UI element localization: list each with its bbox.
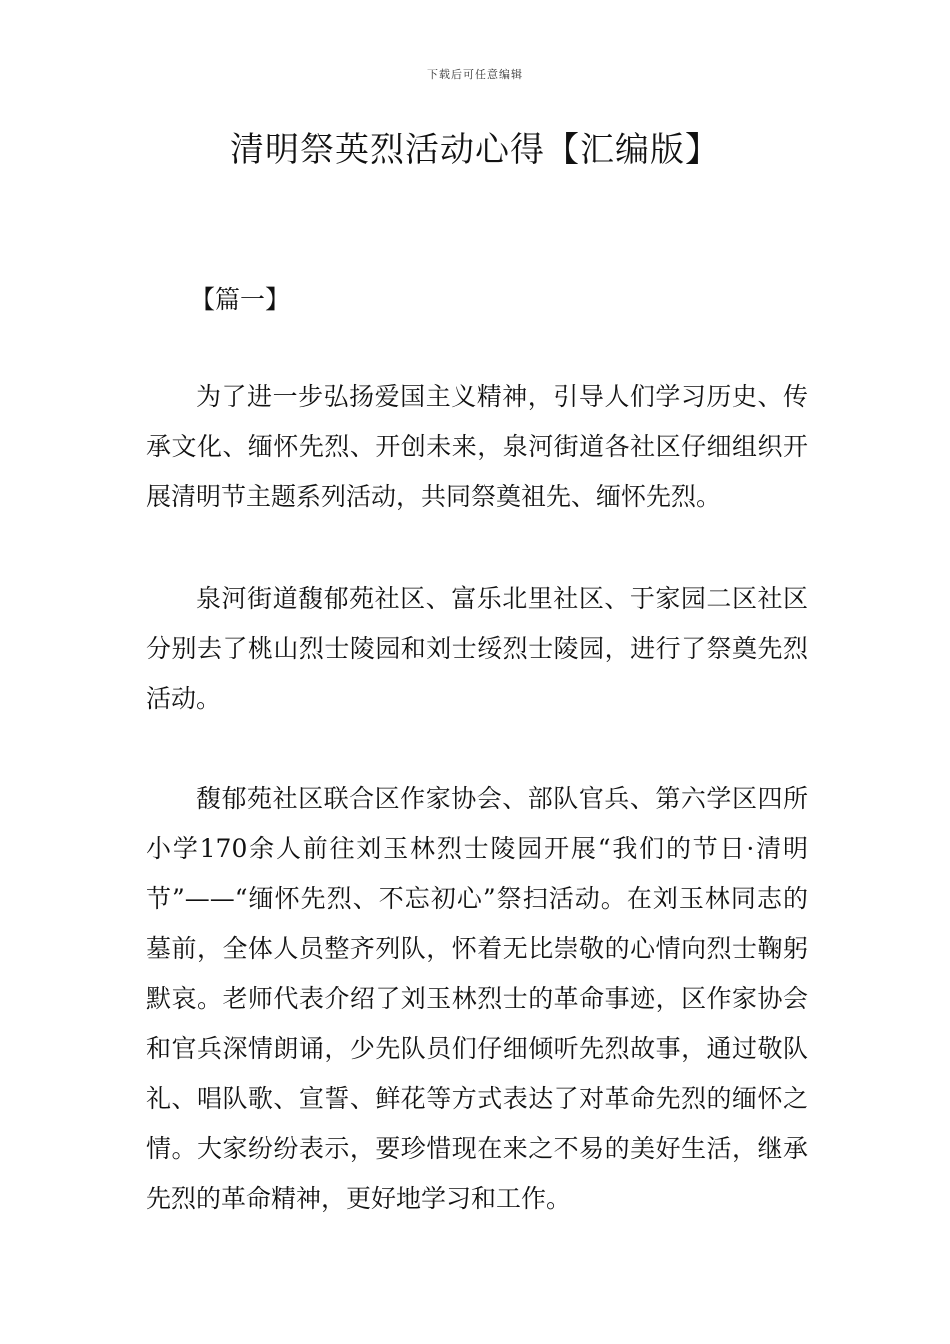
paragraph-3: 馥郁苑社区联合区作家协会、部队官兵、第六学区四所小学170余人前往刘玉林烈士陵园开展“我们的节日·清明节”——“缅怀先烈、不忘初心”祭扫活动。在刘玉林同志的墓前，全体人员整齐列队，怀着无比崇敬的心情向烈士鞠躬默哀。老师代表介绍了刘玉林烈士的革命事迹，区作家协会和官兵深情朗诵，少先队员们仔细倾听先烈故事，通过敬队礼、唱队歌、宣誓、鲜花等方式表达了对革命先烈的缅怀之情。大家纷纷表示，要珍惜现在来之不易的美好生活，继承先烈的革命精神，更好地学习和工作。 [146, 784, 808, 1213]
paragraph-1: 为了进一步弘扬爱国主义精神，引导人们学习历史、传承文化、缅怀先烈、开创未来，泉河街道各社区仔细组织开展清明节主题系列活动，共同祭奠祖先、缅怀先烈。 [146, 382, 808, 511]
section-label: 【篇一】 [190, 285, 291, 314]
paragraph-2: 泉河街道馥郁苑社区、富乐北里社区、于家园二区社区分别去了桃山烈士陵园和刘士绥烈士陵园，进行了祭奠先烈活动。 [146, 584, 808, 713]
page-title: 清明祭英烈活动心得【汇编版】 [230, 130, 720, 170]
header-note: 下载后可任意编辑 [427, 68, 523, 81]
